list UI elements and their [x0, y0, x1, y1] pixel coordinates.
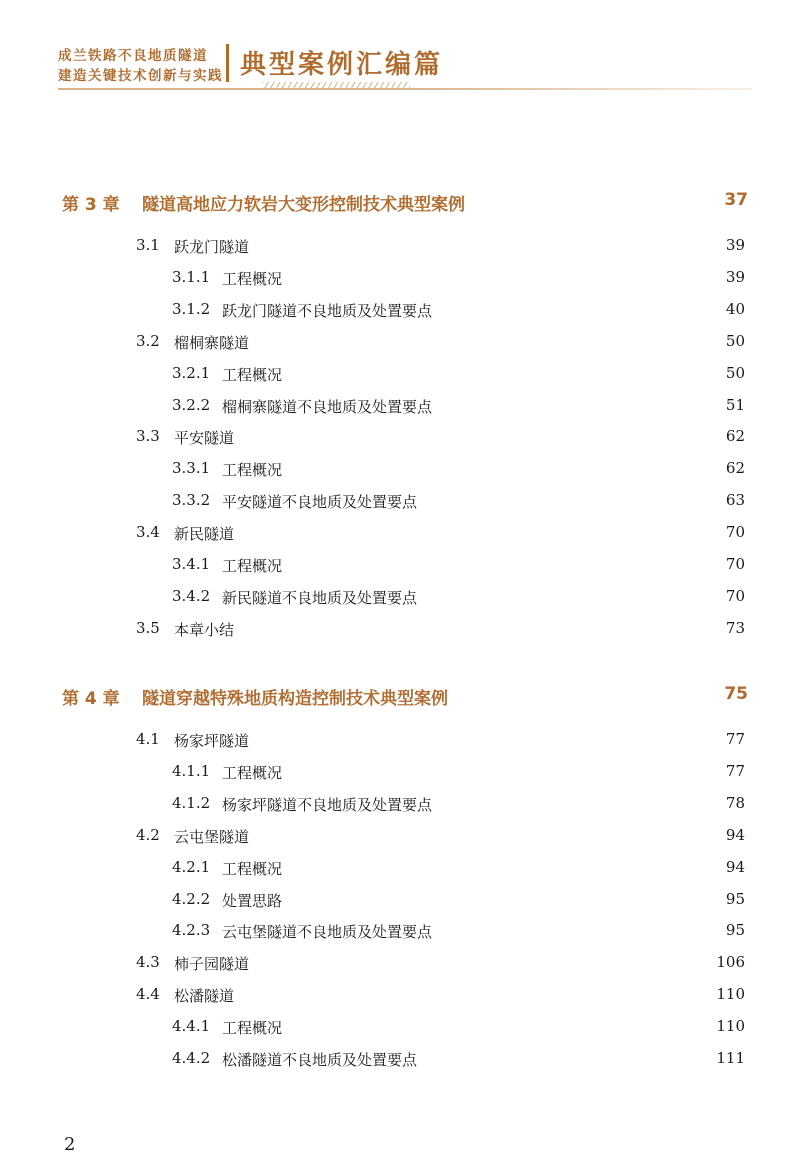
toc-subsection[interactable]	[172, 587, 745, 609]
entry-number: 3.4	[136, 523, 160, 541]
entry-number: 4.1.1	[172, 762, 211, 780]
entry-page: 95	[725, 921, 745, 939]
entry-title: 工程概况	[222, 1019, 283, 1037]
entry-page: 70	[725, 555, 745, 573]
chapter-title: 隧道穿越特殊地质构造控制技术典型案例	[142, 689, 448, 709]
chapter-page: 75	[724, 684, 748, 704]
chapter-title: 隧道高地应力软岩大变形控制技术典型案例	[142, 195, 465, 215]
book-title: 典型案例汇编篇	[240, 50, 444, 80]
toc-section[interactable]	[136, 427, 745, 449]
entry-title: 跃龙门隧道不良地质及处置要点	[222, 302, 433, 320]
entry-page: 70	[725, 523, 745, 541]
toc-section[interactable]	[136, 523, 745, 545]
entry-number: 4.3	[136, 953, 160, 971]
toc-subsection[interactable]	[172, 1049, 745, 1071]
entry-page: 50	[725, 332, 745, 350]
entry-number: 4.4	[136, 985, 160, 1003]
toc-subsection[interactable]	[172, 396, 745, 418]
toc-subsection[interactable]	[172, 555, 745, 577]
entry-title: 处置思路	[222, 892, 283, 910]
toc-subsection[interactable]	[172, 858, 745, 880]
header-divider	[226, 44, 229, 82]
entry-number: 3.3.1	[172, 459, 211, 477]
entry-title: 平安隧道	[174, 429, 235, 447]
entry-number: 3.2.1	[172, 364, 211, 382]
entry-page: 40	[725, 300, 745, 318]
entry-number: 4.2	[136, 826, 160, 844]
toc-section[interactable]	[136, 730, 745, 752]
entry-number: 4.4.1	[172, 1017, 211, 1035]
entry-title: 松潘隧道	[174, 987, 235, 1005]
entry-number: 4.4.2	[172, 1049, 211, 1067]
entry-page: 106	[716, 953, 745, 971]
entry-title: 榴桐寨隧道不良地质及处置要点	[222, 398, 433, 416]
entry-page: 94	[725, 858, 745, 876]
toc-section[interactable]	[136, 332, 745, 354]
entry-title: 云屯堡隧道不良地质及处置要点	[222, 923, 433, 941]
toc-subsection[interactable]	[172, 1017, 745, 1039]
entry-number: 4.2.2	[172, 890, 211, 908]
toc-subsection[interactable]	[172, 268, 745, 290]
entry-page: 77	[725, 762, 745, 780]
toc-subsection[interactable]	[172, 890, 745, 912]
entry-page: 110	[716, 1017, 745, 1035]
chapter-number: 第 3 章	[62, 195, 120, 215]
entry-page: 73	[725, 619, 745, 637]
entry-number: 3.1.2	[172, 300, 211, 318]
entry-number: 3.1.1	[172, 268, 211, 286]
series-title-line-2: 建造关键技术创新与实践	[58, 68, 223, 84]
entry-title: 榴桐寨隧道	[174, 334, 250, 352]
entry-page: 70	[725, 587, 745, 605]
header-rule	[58, 88, 752, 90]
entry-title: 工程概况	[222, 366, 283, 384]
chapter-page: 37	[724, 190, 748, 210]
entry-number: 3.2	[136, 332, 160, 350]
entry-page: 62	[725, 459, 745, 477]
toc-subsection[interactable]	[172, 794, 745, 816]
entry-page: 77	[725, 730, 745, 748]
chapter-heading[interactable]	[62, 190, 748, 214]
entry-page: 62	[725, 427, 745, 445]
entry-number: 3.2.2	[172, 396, 211, 414]
page-header	[0, 0, 790, 100]
entry-page: 50	[725, 364, 745, 382]
toc-subsection[interactable]	[172, 762, 745, 784]
entry-page: 78	[725, 794, 745, 812]
entry-page: 95	[725, 890, 745, 908]
entry-title: 松潘隧道不良地质及处置要点	[222, 1051, 418, 1069]
toc-section[interactable]	[136, 236, 745, 258]
entry-page: 39	[725, 236, 745, 254]
entry-number: 3.1	[136, 236, 160, 254]
entry-title: 工程概况	[222, 270, 283, 288]
entry-title: 工程概况	[222, 860, 283, 878]
entry-title: 云屯堡隧道	[174, 828, 250, 846]
entry-page: 39	[725, 268, 745, 286]
entry-title: 柿子园隧道	[174, 955, 250, 973]
entry-title: 工程概况	[222, 461, 283, 479]
entry-number: 3.3	[136, 427, 160, 445]
toc-subsection[interactable]	[172, 300, 745, 322]
entry-title: 工程概况	[222, 764, 283, 782]
toc-subsection[interactable]	[172, 459, 745, 481]
entry-page: 111	[716, 1049, 745, 1067]
entry-title: 工程概况	[222, 557, 283, 575]
entry-number: 4.1.2	[172, 794, 211, 812]
toc-section[interactable]	[136, 619, 745, 641]
entry-number: 4.1	[136, 730, 160, 748]
entry-number: 3.4.1	[172, 555, 211, 573]
entry-title: 本章小结	[174, 621, 235, 639]
entry-title: 新民隧道	[174, 525, 235, 543]
entry-title: 跃龙门隧道	[174, 238, 250, 256]
entry-page: 63	[725, 491, 745, 509]
entry-page: 94	[725, 826, 745, 844]
entry-page: 110	[716, 985, 745, 1003]
series-title-line-1: 成兰铁路不良地质隧道	[58, 48, 208, 64]
entry-number: 4.2.1	[172, 858, 211, 876]
entry-number: 3.5	[136, 619, 160, 637]
toc-subsection[interactable]	[172, 921, 745, 943]
entry-title: 平安隧道不良地质及处置要点	[222, 493, 418, 511]
entry-title: 杨家坪隧道	[174, 732, 250, 750]
toc-section[interactable]	[136, 953, 745, 975]
chapter-number: 第 4 章	[62, 689, 120, 709]
page-number: 2	[64, 1134, 76, 1155]
entry-number: 3.4.2	[172, 587, 211, 605]
entry-number: 4.2.3	[172, 921, 211, 939]
toc-subsection[interactable]	[172, 491, 745, 513]
toc-section[interactable]	[136, 826, 745, 848]
entry-title: 杨家坪隧道不良地质及处置要点	[222, 796, 433, 814]
entry-page: 51	[725, 396, 745, 414]
chapter-heading[interactable]	[62, 684, 748, 708]
entry-number: 3.3.2	[172, 491, 211, 509]
toc-section[interactable]	[136, 985, 745, 1007]
toc-subsection[interactable]	[172, 364, 745, 386]
entry-title: 新民隧道不良地质及处置要点	[222, 589, 418, 607]
